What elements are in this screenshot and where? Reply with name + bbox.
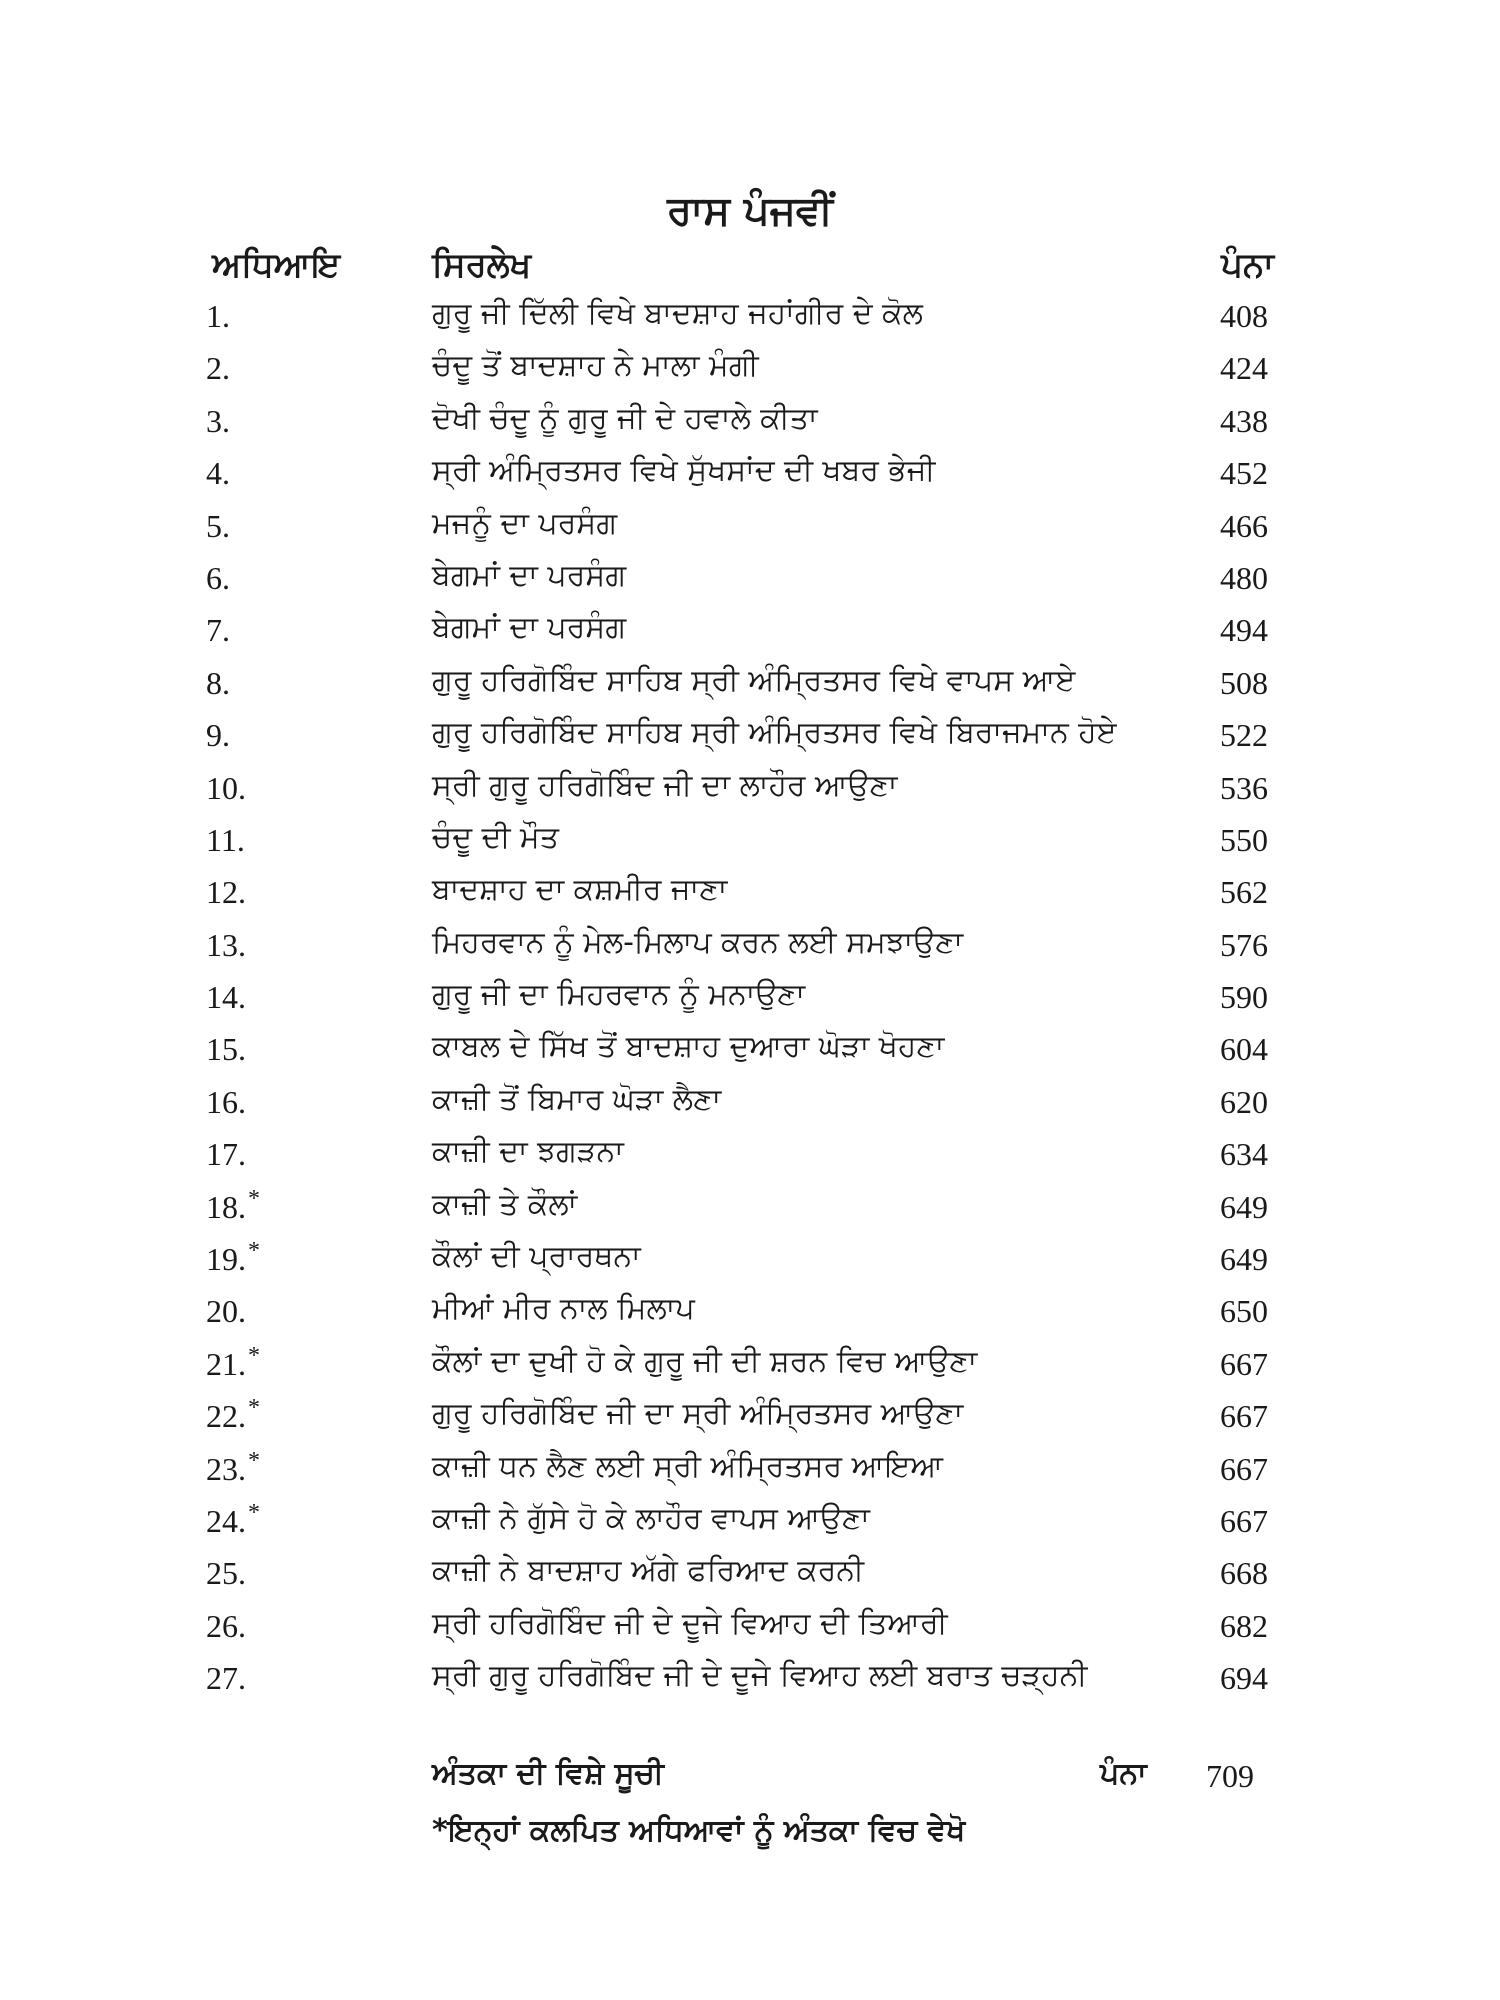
chapter-number-text: 27. xyxy=(206,1660,246,1697)
chapter-title: ਕੌਲਾਂ ਦੀ ਪ੍ਰਾਰਥਨਾ xyxy=(432,1239,641,1275)
chapter-number xyxy=(206,1447,260,1488)
chapter-number-text: 5. xyxy=(206,507,230,544)
fictional-marker: * xyxy=(248,1395,260,1422)
chapter-column-header: ਅਧਿਆਇ xyxy=(212,245,341,285)
appendix-title: ਅੰਤਕਾ ਦੀ ਵਿਸ਼ੇ ਸੂਚੀ xyxy=(432,1756,664,1791)
chapter-number xyxy=(206,1608,248,1645)
chapter-title: ਕਾਜ਼ੀ ਤੋਂ ਬਿਮਾਰ ਘੋੜਾ ਲੈਣਾ xyxy=(432,1081,722,1117)
fictional-marker: * xyxy=(248,1238,260,1265)
chapter-title: ਗੁਰੂ ਹਰਿਗੋਬਿੰਦ ਸਾਹਿਬ ਸ੍ਰੀ ਅੰਮ੍ਰਿਤਸਰ ਵਿਖੇ ਬਿਰਾਜਮਾਨ ਹੋਏ xyxy=(432,715,1117,751)
chapter-number-text: 4. xyxy=(206,455,230,492)
chapter-number-text: 26. xyxy=(206,1607,246,1644)
chapter-number-text: 10. xyxy=(206,769,246,806)
chapter-number-text: 17. xyxy=(206,1136,246,1173)
footnote: *ਇਨ੍ਹਾਂ ਕਲਪਿਤ ਅਧਿਆਵਾਂ ਨੂੰ ਅੰਤਕਾ ਵਿਚ ਵੇਖੋ xyxy=(432,1813,966,1848)
toc-row xyxy=(0,659,1500,711)
toc-row xyxy=(0,868,1500,920)
chapter-title: ਸ੍ਰੀ ਗੁਰੂ ਹਰਿਗੋਬਿੰਦ ਜੀ ਦਾ ਲਾਹੌਰ ਆਉਣਾ xyxy=(432,767,898,803)
chapter-number-text: 19. xyxy=(206,1241,246,1278)
chapter-title: ਚੰਦੂ ਦੀ ਮੌਤ xyxy=(432,819,559,855)
chapter-number xyxy=(206,403,232,440)
page-number: 667 xyxy=(1220,1450,1268,1487)
chapter-title: ਕਾਜ਼ੀ ਤੇ ਕੌਲਾਂ xyxy=(432,1186,578,1222)
chapter-title: ਗੁਰੂ ਜੀ ਦਿੱਲੀ ਵਿਖੇ ਬਾਦਸ਼ਾਹ ਜਹਾਂਗੀਰ ਦੇ ਕੋਲ xyxy=(432,296,923,331)
chapter-number-text: 8. xyxy=(206,664,230,701)
toc-row xyxy=(0,1078,1500,1130)
toc-row xyxy=(0,1445,1500,1497)
chapter-number xyxy=(206,717,232,754)
table-header xyxy=(0,245,1500,297)
chapter-number xyxy=(206,1293,248,1330)
toc-row xyxy=(0,973,1500,1025)
chapter-number-text: 2. xyxy=(206,350,230,387)
toc-list xyxy=(0,292,1500,1707)
chapter-number xyxy=(206,1660,248,1697)
chapter-title: ਕਾਜ਼ੀ ਦਾ ਝਗੜਨਾ xyxy=(432,1134,624,1170)
chapter-number-text: 1. xyxy=(206,298,230,334)
chapter-number-text: 25. xyxy=(206,1555,246,1592)
title-column-header: ਸਿਰਲੇਖ xyxy=(432,245,532,285)
toc-row xyxy=(0,397,1500,449)
section-title: ਰਾਸ ਪੰਜਵੀਂ xyxy=(667,188,833,234)
page-number: 452 xyxy=(1220,455,1268,492)
chapter-number-text: 23. xyxy=(206,1450,246,1487)
chapter-title: ਮਜਨੂੰ ਦਾ ਪਰਸੰਗ xyxy=(432,505,618,541)
toc-row xyxy=(0,921,1500,973)
chapter-number xyxy=(206,979,248,1016)
chapter-number xyxy=(206,612,232,649)
fictional-marker: * xyxy=(248,1185,260,1212)
chapter-number xyxy=(206,665,232,702)
chapter-number xyxy=(206,1084,248,1121)
page-number: 522 xyxy=(1220,717,1268,754)
chapter-number-text: 9. xyxy=(206,717,230,754)
chapter-number-text: 22. xyxy=(206,1398,246,1435)
page-number: 480 xyxy=(1220,559,1268,596)
chapter-number xyxy=(206,1499,260,1540)
page-number: 649 xyxy=(1220,1188,1268,1225)
toc-row xyxy=(0,1602,1500,1654)
page-number: 634 xyxy=(1220,1136,1268,1173)
chapter-title: ਕੌਲਾਂ ਦਾ ਦੁਖੀ ਹੋ ਕੇ ਗੁਰੂ ਜੀ ਦੀ ਸ਼ਰਨ ਵਿਚ ਆਉਣਾ xyxy=(432,1343,978,1379)
page-number: 550 xyxy=(1220,821,1268,858)
toc-row xyxy=(0,1287,1500,1339)
toc-row xyxy=(0,1549,1500,1601)
page-number: 649 xyxy=(1220,1241,1268,1278)
chapter-number-text: 15. xyxy=(206,1031,246,1068)
chapter-number xyxy=(206,1031,248,1068)
chapter-title: ਕਾਜ਼ੀ ਨੇ ਗੁੱਸੇ ਹੋ ਕੇ ਲਾਹੌਰ ਵਾਪਸ ਆਉਣਾ xyxy=(432,1500,870,1536)
page-number: 508 xyxy=(1220,664,1268,701)
fictional-marker: * xyxy=(248,1342,260,1369)
page-number: 650 xyxy=(1220,1293,1268,1330)
chapter-number-text: 3. xyxy=(206,402,230,439)
chapter-number xyxy=(206,1185,260,1226)
fictional-marker: * xyxy=(248,1447,260,1474)
toc-row xyxy=(0,292,1500,344)
page-number: 667 xyxy=(1220,1502,1268,1539)
chapter-number-text: 20. xyxy=(206,1293,246,1330)
chapter-number xyxy=(206,1342,260,1383)
chapter-number xyxy=(206,508,232,545)
chapter-title: ਸ੍ਰੀ ਹਰਿਗੋਬਿੰਦ ਜੀ ਦੇ ਦੂਜੇ ਵਿਆਹ ਦੀ ਤਿਆਰੀ xyxy=(432,1605,948,1641)
toc-row xyxy=(0,764,1500,816)
chapter-title: ਸ੍ਰੀ ਅੰਮ੍ਰਿਤਸਰ ਵਿਖੇ ਸੁੱਖਸਾਂਦ ਦੀ ਖਬਰ ਭੇਜੀ xyxy=(432,453,936,489)
chapter-number xyxy=(206,350,232,387)
fictional-marker: * xyxy=(248,1499,260,1526)
page-number: 562 xyxy=(1220,874,1268,911)
appendix-page-number: 709 xyxy=(1206,1758,1254,1794)
toc-row xyxy=(0,711,1500,763)
toc-row xyxy=(0,606,1500,658)
chapter-number xyxy=(206,1555,248,1592)
chapter-number-text: 6. xyxy=(206,559,230,596)
chapter-number xyxy=(206,927,248,964)
chapter-number xyxy=(206,560,232,597)
page-number: 620 xyxy=(1220,1083,1268,1120)
chapter-title: ਮਿਹਰਵਾਨ ਨੂੰ ਮੇਲ-ਮਿਲਾਪ ਕਰਨ ਲਈ ਸਮਝਾਉਣਾ xyxy=(432,924,964,960)
toc-row xyxy=(0,1025,1500,1077)
chapter-title: ਗੁਰੂ ਹਰਿਗੋਬਿੰਦ ਜੀ ਦਾ ਸ੍ਰੀ ਅੰਮ੍ਰਿਤਸਰ ਆਉਣਾ xyxy=(432,1396,964,1432)
toc-row xyxy=(0,1392,1500,1444)
page-number: 590 xyxy=(1220,979,1268,1016)
toc-row xyxy=(0,1130,1500,1182)
chapter-number xyxy=(206,1395,260,1435)
page-number: 682 xyxy=(1220,1607,1268,1644)
chapter-number xyxy=(206,770,248,807)
page-number: 536 xyxy=(1220,769,1268,806)
page-number: 694 xyxy=(1220,1660,1268,1697)
chapter-number xyxy=(206,298,232,335)
toc-row xyxy=(0,1183,1500,1235)
chapter-number-text: 21. xyxy=(206,1345,246,1382)
appendix-entry xyxy=(0,1756,1500,1802)
page-number: 438 xyxy=(1220,402,1268,439)
chapter-number-text: 24. xyxy=(206,1502,246,1539)
chapter-number xyxy=(206,822,247,859)
chapter-number xyxy=(206,1136,248,1173)
chapter-number-text: 7. xyxy=(206,612,230,649)
chapter-title: ਬਾਦਸ਼ਾਹ ਦਾ ਕਸ਼ਮੀਰ ਜਾਣਾ xyxy=(432,872,728,908)
toc-row xyxy=(0,502,1500,554)
appendix-page-label: ਪੰਨਾ xyxy=(1100,1756,1147,1791)
chapter-title: ਬੇਗਮਾਂ ਦਾ ਪਰਸੰਗ xyxy=(432,557,627,593)
page-number: 576 xyxy=(1220,926,1268,963)
chapter-title: ਕਾਜ਼ੀ ਧਨ ਲੈਣ ਲਈ ਸ੍ਰੀ ਅੰਮ੍ਰਿਤਸਰ ਆਇਆ xyxy=(432,1448,943,1484)
toc-row xyxy=(0,1235,1500,1287)
page-number: 424 xyxy=(1220,350,1268,387)
toc-row xyxy=(0,449,1500,501)
page-number: 466 xyxy=(1220,507,1268,544)
toc-row xyxy=(0,1497,1500,1549)
page-number: 668 xyxy=(1220,1555,1268,1592)
chapter-number-text: 16. xyxy=(206,1083,246,1120)
page-number: 667 xyxy=(1220,1398,1268,1435)
toc-row xyxy=(0,1654,1500,1706)
chapter-number xyxy=(206,1238,260,1278)
chapter-number-text: 18. xyxy=(206,1188,246,1225)
toc-row xyxy=(0,554,1500,606)
page-column-header: ਪੰਨਾ xyxy=(1221,245,1274,285)
toc-row xyxy=(0,344,1500,396)
chapter-title: ਸ੍ਰੀ ਗੁਰੂ ਹਰਿਗੋਬਿੰਦ ਜੀ ਦੇ ਦੂਜੇ ਵਿਆਹ ਲਈ ਬਰਾਤ ਚੜ੍ਹਨੀ xyxy=(432,1658,1088,1694)
chapter-number-text: 13. xyxy=(206,926,246,963)
page-number: 604 xyxy=(1220,1031,1268,1068)
chapter-title: ਕਾਬਲ ਦੇ ਸਿੱਖ ਤੋਂ ਬਾਦਸ਼ਾਹ ਦੁਆਰਾ ਘੋੜਾ ਖੋਹਣਾ xyxy=(432,1029,945,1065)
toc-row xyxy=(0,1340,1500,1392)
page-number: 494 xyxy=(1220,612,1268,649)
chapter-number-text: 11. xyxy=(206,821,245,858)
chapter-title: ਦੋਖੀ ਚੰਦੂ ਨੂੰ ਗੁਰੂ ਜੀ ਦੇ ਹਵਾਲੇ ਕੀਤਾ xyxy=(432,400,818,436)
chapter-title: ਕਾਜ਼ੀ ਨੇ ਬਾਦਸ਼ਾਹ ਅੱਗੇ ਫਰਿਆਦ ਕਰਨੀ xyxy=(432,1553,865,1589)
chapter-title: ਮੀਆਂ ਮੀਰ ਨਾਲ ਮਿਲਾਪ xyxy=(432,1291,695,1327)
chapter-number-text: 12. xyxy=(206,874,246,911)
chapter-number-text: 14. xyxy=(206,979,246,1016)
chapter-number xyxy=(206,455,232,492)
toc-row xyxy=(0,816,1500,868)
page-number: 408 xyxy=(1220,298,1268,334)
chapter-title: ਬੇਗਮਾਂ ਦਾ ਪਰਸੰਗ xyxy=(432,610,627,646)
chapter-title: ਗੁਰੂ ਜੀ ਦਾ ਮਿਹਰਵਾਨ ਨੂੰ ਮਨਾਉਣਾ xyxy=(432,977,806,1013)
page-number: 667 xyxy=(1220,1345,1268,1382)
chapter-title: ਗੁਰੂ ਹਰਿਗੋਬਿੰਦ ਸਾਹਿਬ ਸ੍ਰੀ ਅੰਮ੍ਰਿਤਸਰ ਵਿਖੇ ਵਾਪਸ ਆਏ xyxy=(432,662,1076,698)
chapter-title: ਚੰਦੂ ਤੋਂ ਬਾਦਸ਼ਾਹ ਨੇ ਮਾਲਾ ਮੰਗੀ xyxy=(432,348,759,384)
chapter-number xyxy=(206,874,248,911)
